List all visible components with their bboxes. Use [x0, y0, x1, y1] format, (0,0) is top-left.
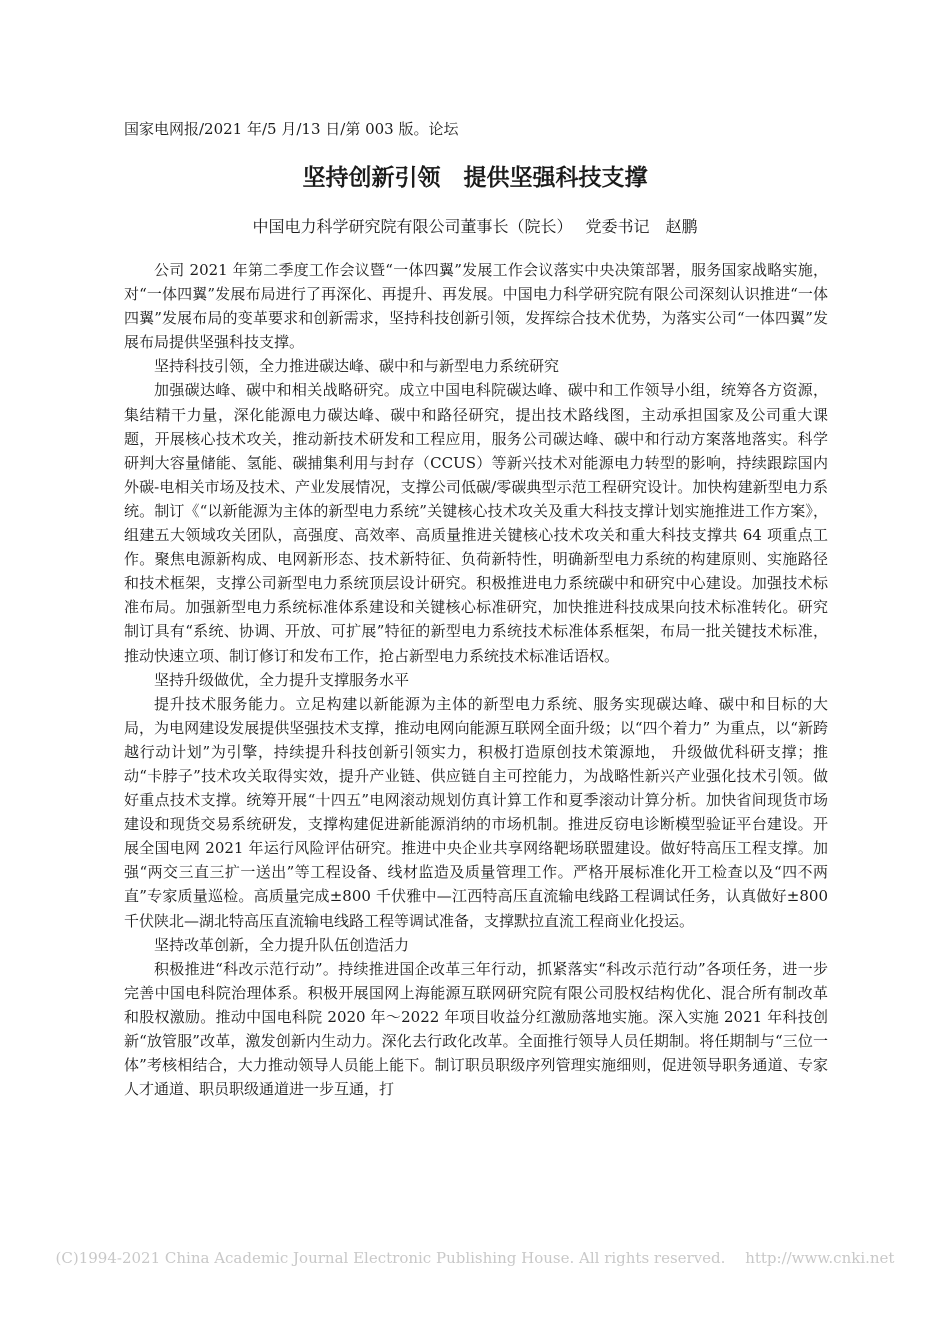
section-heading: 坚持改革创新，全力提升队伍创造活力: [154, 935, 410, 954]
body-paragraph: 积极推进“科改示范行动”。持续推进国企改革三年行动，抓紧落实“科改示范行动”各项任务，进一步完善中国电科院治理体系。积极开展国网上海能源互联网研究院有限公司股权结构优化、混合所有制改革和股权激励。推动中国电科院 2020 年～2022 年项目收益分红激励落地实施。深入实施 2021 年科技创新“放管服”改革，激发创新内生动力。深化去行政化改革。全面推行领导人员任期制。将任期制与“三位一体”考核相结合，大力推动领导人员能上能下。制订职员职级序列管理实施细则，促进领导职务通道、专家人才通道、职员职级通道进一步互通，打: [124, 959, 828, 1099]
author-byline: 中国电力科学研究院有限公司董事长（院长） 党委书记 赵鹏: [252, 217, 698, 236]
intro-paragraph: 公司 2021 年第二季度工作会议暨“一体四翼”发展工作会议落实中央决策部署，服务国家战略实施，对“一体四翼”发展布局进行了再深化、再提升、再发展。中国电力科学研究院有限公司深刻认识推进“一体四翼”发展布局的变革要求和创新需求，坚持科技创新引领，发挥综合技术优势，为落实公司“一体四翼”发展布局提供坚强科技支撑。: [124, 261, 828, 352]
copyright-watermark: (C)1994-2021 China Academic Journal Electronic Publishing House. All rights reserved. http://www.cnki.net: [55, 1249, 895, 1267]
section-heading: 坚持科技引领，全力推进碳达峰、碳中和与新型电力系统研究: [154, 357, 560, 376]
article-title: 坚持创新引领 提供坚强科技支撑: [302, 165, 648, 191]
publication-source-line: 国家电网报/2021 年/5 月/13 日/第 003 版。论坛: [124, 120, 459, 138]
body-paragraph: 加强碳达峰、碳中和相关战略研究。成立中国电科院碳达峰、碳中和工作领导小组，统筹各方资源，集结精干力量，深化能源电力碳达峰、碳中和路径研究，提出技术路线图，主动承担国家及公司重大课题，开展核心技术攻关，推动新技术研发和工程应用，服务公司碳达峰、碳中和行动方案落地落实。科学研判大容量储能、氢能、碳捕集利用与封存（CCUS）等新兴技术对能源电力转型的影响，持续跟踪国内外碳-电相关市场及技术、产业发展情况，支撑公司低碳/零碳典型示范工程研究设计。加快构建新型电力系统。制订《“以新能源为主体的新型电力系统”关键核心技术攻关及重大科技支撑计划实施推进工作方案》，组建五大领域攻关团队，高强度、高效率、高质量推进关键核心技术攻关和重大科技支撑共 64 项重点工作。聚焦电源新构成、电网新形态、技术新特征、负荷新特性，明确新型电力系统的构建原则、实施路径和技术框架，支撑公司新型电力系统顶层设计研究。积极推进电力系统碳中和研究中心建设。加强技术标准布局。加强新型电力系统标准体系建设和关键核心标准研究，加快推进科技成果向技术标准转化。研究制订具有“系统、协调、开放、可扩展”特征的新型电力系统技术标准体系框架，布局一批关键技术标准，推动快速立项、制订修订和发布工作，抢占新型电力系统技术标准话语权。: [124, 381, 828, 665]
body-paragraph: 提升技术服务能力。立足构建以新能源为主体的新型电力系统、服务实现碳达峰、碳中和目标的大局，为电网建设发展提供坚强技术支撑，推动电网向能源互联网全面升级；以“四个着力” 为重点，以“新跨越行动计划”为引擎，持续提升科技创新引领实力，积极打造原创技术策源地， 升级做优科研支撑；推动“卡脖子”技术攻关取得实效，提升产业链、供应链自主可控能力，为战略性新兴产业强化技术引领。做好重点技术支撑。统筹开展“十四五”电网滚动规划仿真计算工作和夏季滚动计算分析。加快省间现货市场建设和现货交易系统研发，支撑构建促进新能源消纳的市场机制。推进反窃电诊断模型验证平台建设。开展全国电网 2021 年运行风险评估研究。推进中央企业共享网络靶场联盟建设。做好特高压工程支撑。加强“两交三直三扩一送出”等工程设备、线材监造及质量管理工作。严格开展标准化开工检查以及“四不两直”专家质量巡检。高质量完成±800 千伏雅中—江西特高压直流输电线路工程调试任务，认真做好±800 千伏陕北—湖北特高压直流输电线路工程等调试准备，支撑默拉直流工程商业化投运。: [124, 694, 828, 930]
section-heading: 坚持升级做优，全力提升支撑服务水平: [154, 670, 410, 689]
article-body: [124, 258, 828, 1101]
